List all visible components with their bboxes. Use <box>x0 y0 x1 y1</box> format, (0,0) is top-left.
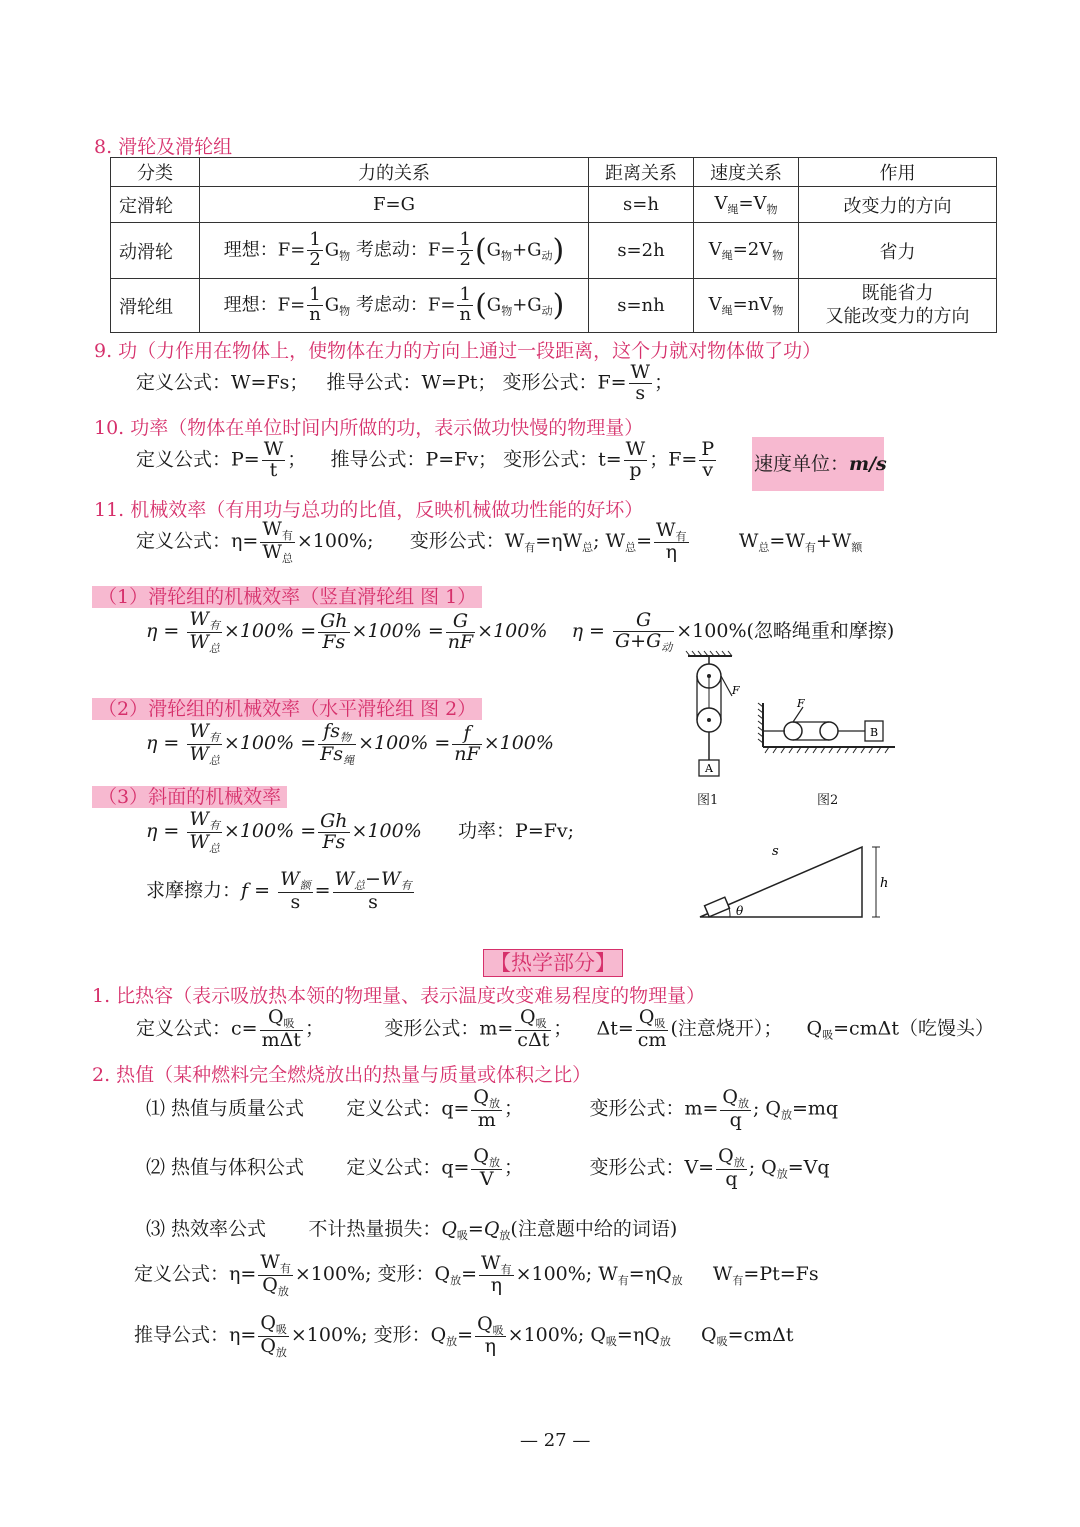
thermal-section-title: 【热学部分】 <box>483 947 623 977</box>
eff-trans-mid2: ; W <box>593 530 626 553</box>
frac-den: $Q_放$ <box>260 1334 287 1359</box>
heat-value-mass-row: ⑴ 热值与质量公式 定义公式：q= $\frac{Q_放}{m}$ ； 变形公式：m= $\frac{Q_放}{q}$ ; $Q_放=mq$ <box>146 1086 839 1131</box>
x100b: ×100% <box>483 732 554 755</box>
sub: 吸 <box>716 1335 728 1349</box>
r1-tail: =mq <box>792 1097 839 1120</box>
speed-sub: 绳 <box>727 202 739 216</box>
paren-open: ( <box>474 233 487 268</box>
cell-kind: 滑轮组 <box>111 279 200 333</box>
cell-kind: 定滑轮 <box>111 187 200 223</box>
speed-var: =V <box>738 192 767 214</box>
incline-figure <box>690 835 895 925</box>
frac-den: nF <box>454 742 480 765</box>
frac-den: $W_总$ <box>189 630 220 655</box>
sep: ； <box>287 448 307 471</box>
power-formulas <box>136 440 718 481</box>
section-9-title: 9. 功（力作用在物体上，使物体在力的方向上通过一段距离，这个力就对物体做了功） <box>94 340 822 362</box>
fraction <box>262 440 286 481</box>
frac-num: G <box>446 612 475 633</box>
sum-c: +W <box>815 530 852 553</box>
cell-force <box>200 279 589 333</box>
frac-den: nF <box>447 630 474 653</box>
paren-close: ) <box>552 288 565 323</box>
consider-label: 考虑动：F= <box>355 294 456 316</box>
frac-den: $W_总$ <box>189 830 220 855</box>
frac-den: η <box>484 1335 497 1358</box>
r1-def: 定义公式：q= <box>346 1097 470 1120</box>
cell-use: 省力 <box>799 223 997 279</box>
fraction <box>699 440 716 481</box>
speed-var: V <box>708 238 722 260</box>
r3-label: ⑶ 热效率公式 <box>146 1218 267 1240</box>
fraction <box>457 286 473 325</box>
speed-unit-box <box>752 437 887 491</box>
fraction <box>475 1312 506 1358</box>
eta: η = <box>146 820 180 843</box>
semi: ； <box>504 1156 524 1179</box>
label-h: h <box>880 876 889 891</box>
speed-sub: 绳 <box>721 248 733 262</box>
frac-num: $W_有$ <box>189 608 220 632</box>
sub: 吸 <box>822 1028 834 1042</box>
frac-den: $W_总$ <box>189 742 220 767</box>
frac-num: $Q_吸$ <box>260 1312 287 1336</box>
sum-b: =W <box>769 530 805 553</box>
pct: ×100%; <box>290 1324 368 1347</box>
speed-sub: 物 <box>766 202 778 216</box>
fraction <box>258 1253 293 1297</box>
speed-sub: 物 <box>772 303 784 317</box>
frac-num: $W_有$ <box>656 518 687 543</box>
fraction <box>318 609 349 653</box>
cell-distance: s=2h <box>589 223 694 279</box>
q-var: Q <box>441 1218 457 1240</box>
sub: 总 <box>758 541 770 555</box>
work-trans: 变形公式：F= <box>502 371 627 394</box>
speed-unit: m/s <box>849 453 887 475</box>
frac-num: $W_有$ <box>189 808 220 832</box>
fraction <box>318 809 349 853</box>
pulley-table <box>110 157 997 333</box>
sub: 总 <box>582 541 594 555</box>
header-force: 力的关系 <box>200 158 589 187</box>
d2-b2: =ηQ <box>616 1324 660 1347</box>
q-var: Q <box>765 1097 781 1120</box>
fraction <box>629 363 653 404</box>
work-def: 定义公式：W=Fs； <box>136 371 309 394</box>
sub: 放 <box>781 1108 792 1122</box>
fraction <box>187 810 222 854</box>
frac-den: η <box>490 1274 502 1297</box>
fraction <box>471 1147 502 1189</box>
speed-unit-label: 速度单位： <box>754 453 850 475</box>
friction-f: f = <box>241 879 271 902</box>
sh-dt: Δt= <box>596 1017 634 1040</box>
frac-num: W <box>630 361 651 383</box>
sub: 有 <box>617 1274 629 1288</box>
eq: = <box>457 1324 474 1347</box>
eff-trans-mid: =ηW <box>535 530 583 553</box>
fraction <box>187 610 222 654</box>
cell-distance: s=nh <box>589 279 694 333</box>
q-var: Q <box>761 1156 777 1179</box>
p1-note: ×100%(忽略绳重和摩擦) <box>676 620 895 643</box>
frac-num: $W_总-W_有$ <box>334 868 412 892</box>
fraction <box>452 721 481 765</box>
x100: ×100% = <box>223 620 317 643</box>
thermal-eff-derive-row <box>134 1314 794 1358</box>
g-sub: 物 <box>501 249 513 263</box>
power-mid: ；F= <box>649 448 698 471</box>
frac-num: W <box>625 438 646 460</box>
thermal-1-title: 1. 比热容（表示吸放热本领的物理量、表示温度改变难易程度的物理量） <box>92 985 706 1007</box>
eta: η = <box>571 620 605 643</box>
pct: ×100%; <box>294 1263 372 1286</box>
x100: ×100% = <box>358 732 451 755</box>
eta: η = <box>146 732 180 755</box>
fraction <box>515 1008 551 1050</box>
table-row <box>111 187 997 223</box>
label-theta: θ <box>736 904 744 918</box>
frac-den: q <box>729 1108 742 1131</box>
eq: = <box>636 530 653 553</box>
power-derive: 推导公式：P=Fv； <box>330 448 498 471</box>
header-kind: 分类 <box>111 158 200 187</box>
frac-num: $Q_吸$ <box>636 1008 669 1031</box>
label-A: A <box>705 762 713 775</box>
section-8-title: 8. 滑轮及滑轮组 <box>94 136 233 158</box>
thermal-eff-def-row <box>134 1253 819 1297</box>
p1-formulas <box>146 610 894 654</box>
x100: ×100% = <box>223 732 317 755</box>
frac-num: 1 <box>309 229 321 251</box>
header-distance: 距离关系 <box>589 158 694 187</box>
figure-2-horizontal-pulley <box>755 695 900 755</box>
plus-var: +G <box>512 294 542 316</box>
sub: 有 <box>732 1274 744 1288</box>
d1-trans: 变形：Q <box>377 1263 451 1286</box>
friction-formula: 求摩擦力：f = $\frac{W_额}{s}$ = $\frac{W_总-W_有}{s}$ <box>146 868 412 913</box>
frac-den: 2 <box>309 249 321 270</box>
q-var: Q <box>806 1017 823 1040</box>
frac-num: $Q_吸$ <box>477 1312 504 1337</box>
fraction <box>333 870 414 912</box>
frac-den: m <box>477 1108 496 1131</box>
frac-num: $Q_吸$ <box>260 1008 303 1031</box>
cell-distance: s=h <box>589 187 694 223</box>
cell-force <box>200 223 589 279</box>
cell-use: 改变力的方向 <box>799 187 997 223</box>
d1-b: W <box>598 1263 618 1286</box>
frac-den: s <box>368 890 378 913</box>
section-11-title: 11. 机械效率（有用功与总功的比值，反映机械做功性能的好坏） <box>94 499 644 521</box>
r1-trans: 变形公式：m= <box>589 1097 719 1120</box>
plus-var: +G <box>512 239 542 261</box>
r3-note: 不计热量损失： <box>308 1218 442 1240</box>
q-var: Q <box>483 1218 500 1240</box>
fraction <box>260 1008 303 1050</box>
frac-den: Fs <box>322 630 346 653</box>
work-formulas <box>136 363 673 404</box>
label-F: F <box>797 697 805 710</box>
sh-last: =cmΔt（吃馒头） <box>833 1017 995 1040</box>
sub: 放 <box>659 1335 671 1349</box>
g-sub: 物 <box>339 304 351 318</box>
q-var: Q <box>590 1324 606 1347</box>
fraction <box>307 286 323 325</box>
plus-sub: 动 <box>541 304 553 318</box>
cell-speed <box>694 187 799 223</box>
sub: 放 <box>776 1167 788 1181</box>
pct: ×100%; <box>507 1324 585 1347</box>
fraction <box>636 1008 669 1050</box>
fraction <box>446 609 475 653</box>
efficiency-formulas <box>136 520 862 564</box>
frac-num: 1 <box>307 286 323 306</box>
eq: = <box>461 1263 478 1286</box>
label-s: s <box>772 844 779 859</box>
d1-def: 定义公式：η= <box>134 1263 257 1286</box>
use-line: 既能省力 <box>861 283 934 304</box>
eff-def: 定义公式：η= <box>136 530 259 553</box>
frac-den: cm <box>637 1028 667 1051</box>
d1-c: W <box>712 1263 733 1286</box>
d1-c2: =Pt=Fs <box>743 1263 819 1286</box>
frac-num: $Q_放$ <box>718 1145 745 1169</box>
speed-sub: 绳 <box>721 303 733 317</box>
frac-den: 2 <box>459 249 471 270</box>
x100: ×100% = <box>223 820 317 843</box>
fraction <box>457 231 472 270</box>
frac-num: 1 <box>457 286 473 306</box>
g-var: G <box>486 294 502 316</box>
g-var: G <box>486 239 502 261</box>
thermal-2-title: 2. 热值（某种燃料完全燃烧放出的热量与质量或体积之比） <box>92 1064 592 1086</box>
frac-num: W <box>263 438 284 460</box>
frac-den: n <box>459 304 472 325</box>
x100b: ×100% <box>477 620 548 643</box>
ideal-label: 理想：F= <box>223 294 306 316</box>
consider-label: 考虑动：F= <box>355 239 456 261</box>
header-use: 作用 <box>799 158 997 187</box>
sub: 有 <box>524 541 536 555</box>
semi: ； <box>553 1017 573 1040</box>
frac-den: η <box>665 541 677 564</box>
d2-c2: =cmΔt <box>727 1324 794 1347</box>
r2-trans: 变形公式：V= <box>589 1156 715 1179</box>
frac-den: v <box>702 458 714 481</box>
figure-1-caption: 图1 <box>697 793 719 808</box>
fraction <box>318 722 356 766</box>
frac-num: $W_额$ <box>280 868 311 892</box>
table-header-row <box>111 158 997 187</box>
q-var: Q <box>701 1324 717 1347</box>
sub: 总 <box>625 541 637 555</box>
frac-num: Gh <box>320 809 348 832</box>
frac-num: $Q_吸$ <box>515 1008 551 1031</box>
work-end: ； <box>654 371 674 394</box>
speed-var: =2V <box>732 238 773 260</box>
frac-den: $G+G_动$ <box>614 629 673 654</box>
g-sub: 物 <box>501 304 513 318</box>
cell-speed <box>694 279 799 333</box>
frac-den: mΔt <box>261 1028 301 1051</box>
frac-den: V <box>479 1167 494 1190</box>
frac-den: p <box>629 458 642 481</box>
table-row <box>111 279 997 333</box>
use-line: 又能改变力的方向 <box>825 305 970 327</box>
frac-den: s <box>635 381 646 404</box>
eff-trans: 变形公式：W <box>409 530 525 553</box>
sh-trans: 变形公式：m= <box>384 1017 514 1040</box>
fraction <box>278 870 313 912</box>
fraction <box>720 1088 751 1130</box>
sub: 放 <box>499 1229 511 1242</box>
sub: 放 <box>446 1335 458 1349</box>
heat-value-volume-row: ⑵ 热值与体积公式 定义公式：q= $\frac{Q_放}{V}$ ； 变形公式：V= $\frac{Q_放}{q}$ ; $Q_放=Vq$ <box>146 1145 830 1190</box>
frac-den: $Q_放$ <box>262 1273 289 1298</box>
work-derive: 推导公式：W=Pt； <box>326 371 497 394</box>
pct: ×100%; <box>296 530 374 553</box>
label-B: B <box>869 726 879 739</box>
frac-num: $Q_放$ <box>722 1086 749 1110</box>
figure-1-vertical-pulley <box>680 650 750 810</box>
fraction <box>260 520 295 564</box>
d2-trans: 变形：Q <box>373 1324 447 1347</box>
r2-label: ⑵ 热值与体积公式 <box>146 1156 305 1179</box>
sub: 额 <box>851 541 863 555</box>
frac-den: n <box>309 304 321 325</box>
semi: ； <box>304 1017 324 1040</box>
frac-num: $W_有$ <box>260 1251 291 1275</box>
p2-formulas <box>146 722 554 766</box>
frac-den: t <box>269 458 278 481</box>
sh-def: 定义公式：c= <box>136 1017 258 1040</box>
frac-den: Fs <box>322 830 346 853</box>
frac-den: q <box>725 1167 738 1190</box>
frac-num: $fs_物$ <box>318 722 356 745</box>
g-sub: 物 <box>339 249 351 263</box>
sub: 吸 <box>456 1229 468 1242</box>
subsection-3-title: （3）斜面的机械效率 <box>92 782 287 809</box>
x100: ×100% = <box>351 620 444 643</box>
thermal-efficiency-row: ⑶ 热效率公式 不计热量损失：$Q_吸=Q_放$(注意题中给的词语) <box>146 1218 678 1242</box>
fraction <box>471 1088 502 1130</box>
specific-heat-formulas <box>136 1008 994 1050</box>
speed-var: V <box>714 192 728 214</box>
frac-num: P <box>701 438 715 460</box>
fraction <box>613 608 674 654</box>
fraction <box>258 1314 289 1358</box>
cell-use <box>799 279 997 333</box>
sub: 放 <box>671 1274 683 1288</box>
eta: η = <box>146 620 180 643</box>
sum-a: W <box>738 530 759 553</box>
d2-derive: 推导公式：η= <box>134 1324 257 1347</box>
g-var: G <box>324 294 340 316</box>
paren-close: ) <box>552 233 565 268</box>
fraction <box>187 722 222 766</box>
g-var: G <box>324 239 340 261</box>
cell-force: F=G <box>200 187 589 223</box>
paren-open: ( <box>475 288 487 323</box>
frac-num: G <box>613 611 674 632</box>
fraction <box>479 1251 514 1297</box>
d1-b2: =ηQ <box>628 1263 672 1286</box>
semi: ； <box>504 1097 524 1120</box>
pct: ×100%; <box>515 1263 593 1286</box>
ideal-label: 理想：F= <box>223 239 306 261</box>
r3-note-tail: (注意题中给的词语) <box>510 1218 678 1240</box>
frac-num: f <box>452 724 481 745</box>
frac-num: $Q_放$ <box>473 1145 500 1169</box>
incline-power: 功率：P=Fv; <box>458 820 575 843</box>
speed-var: V <box>708 293 722 315</box>
sh-note: (注意烧开）； <box>670 1017 783 1040</box>
cell-kind: 动滑轮 <box>111 223 200 279</box>
table-row <box>111 223 997 279</box>
speed-sub: 物 <box>772 248 784 262</box>
x100b: ×100% <box>351 820 422 843</box>
r2-tail: =Vq <box>787 1156 830 1179</box>
subsection-1-title: （1）滑轮组的机械效率（竖直滑轮组 图 1） <box>92 582 482 609</box>
fraction <box>624 440 648 481</box>
fraction <box>716 1147 747 1189</box>
r1-label: ⑴ 热值与质量公式 <box>146 1097 305 1120</box>
frac-num: $W_有$ <box>189 720 220 744</box>
subsection-2-title: （2）滑轮组的机械效率（水平滑轮组 图 2） <box>92 694 482 721</box>
plus-sub: 动 <box>541 249 553 263</box>
cell-speed <box>694 223 799 279</box>
r2-def: 定义公式：q= <box>346 1156 470 1179</box>
frac-num: 1 <box>459 229 471 251</box>
figure-2-caption: 图2 <box>817 793 839 808</box>
friction-label: 求摩擦力： <box>146 879 242 902</box>
power-trans: 变形公式：t= <box>503 448 622 471</box>
frac-den: s <box>290 890 301 913</box>
frac-num: $W_有$ <box>262 518 293 542</box>
power-def: 定义公式：P= <box>136 448 260 471</box>
label-F: F <box>732 684 740 697</box>
frac-num: $Q_放$ <box>473 1086 500 1110</box>
sub: 吸 <box>605 1335 617 1349</box>
frac-den: $W_总$ <box>262 540 293 565</box>
fraction <box>654 518 689 564</box>
sub: 放 <box>450 1274 462 1288</box>
section-10-title: 10. 功率（物体在单位时间内所做的功，表示做功快慢的物理量） <box>94 417 644 439</box>
sub: 有 <box>804 541 816 555</box>
frac-num: Gh <box>320 609 348 632</box>
speed-var: =nV <box>732 293 773 315</box>
page-number: — 27 — <box>520 1430 591 1451</box>
frac-num: $W_有$ <box>481 1251 512 1276</box>
frac-den: cΔt <box>517 1028 550 1051</box>
fraction <box>307 231 322 270</box>
frac-den: $Fs_绳$ <box>320 742 355 767</box>
p3-formulas <box>146 810 574 854</box>
header-speed: 速度关系 <box>694 158 799 187</box>
